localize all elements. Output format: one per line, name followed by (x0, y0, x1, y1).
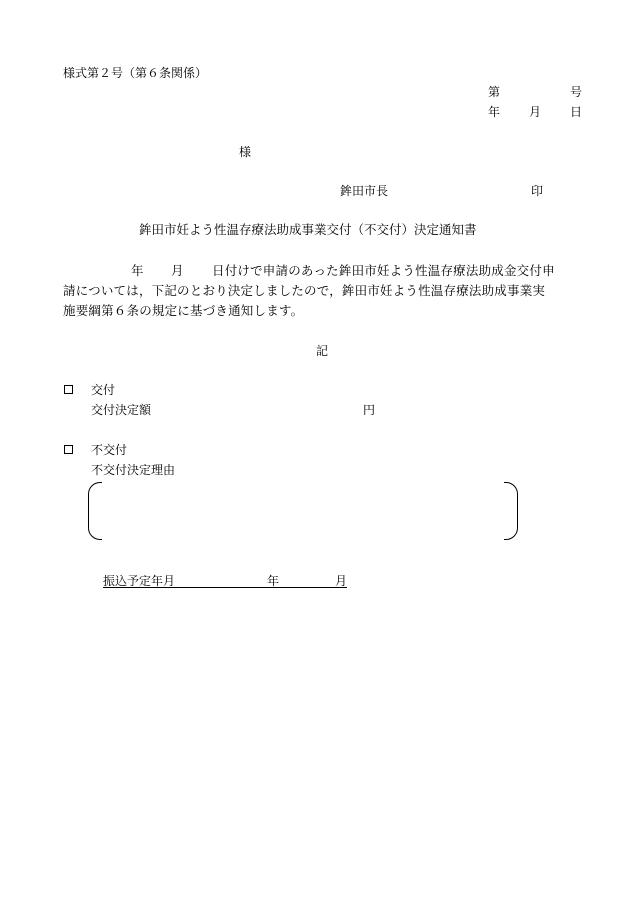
reason-bracket-right (504, 482, 518, 540)
grant-checkbox[interactable] (64, 385, 73, 394)
issuer-seal: 印 (531, 184, 544, 198)
number-suffix: 号 (570, 85, 583, 99)
ki-heading: 記 (316, 344, 329, 358)
issuer-name: 鉾田市長 (340, 184, 389, 198)
grant-currency: 円 (363, 403, 376, 417)
transfer-year: 年 (267, 574, 280, 588)
body-line1-month: 月 (171, 263, 184, 278)
body-line2: 請については，下記のとおり決定しましたので，鉾田市妊よう性温存療法助成事業実 (63, 283, 546, 298)
grant-label: 交付 (91, 383, 116, 397)
nongrant-reason-label: 不交付決定理由 (91, 463, 176, 477)
nongrant-checkbox[interactable] (64, 445, 73, 454)
body-line1: 日付けで申請のあった鉾田市妊よう性温存療法助成金交付申 (212, 263, 555, 278)
nongrant-label: 不交付 (91, 443, 128, 457)
date-day: 日 (570, 105, 583, 119)
date-month: 月 (529, 105, 542, 119)
document-title: 鉾田市妊よう性温存療法助成事業交付（不交付）決定通知書 (139, 222, 477, 237)
number-prefix: 第 (488, 85, 501, 99)
body-line3: 施要綱第６条の規定に基づき通知します。 (63, 303, 304, 318)
date-year: 年 (488, 105, 501, 119)
form-label: 様式第２号（第６条関係） (63, 66, 208, 80)
addressee-suffix: 様 (239, 145, 252, 159)
grant-amount-label: 交付決定額 (91, 403, 152, 417)
transfer-underline (103, 587, 347, 588)
reason-bracket-left (88, 482, 102, 540)
body-line1-year: 年 (131, 263, 144, 278)
transfer-month: 月 (335, 574, 348, 588)
transfer-label: 振込予定年月 (103, 574, 176, 588)
